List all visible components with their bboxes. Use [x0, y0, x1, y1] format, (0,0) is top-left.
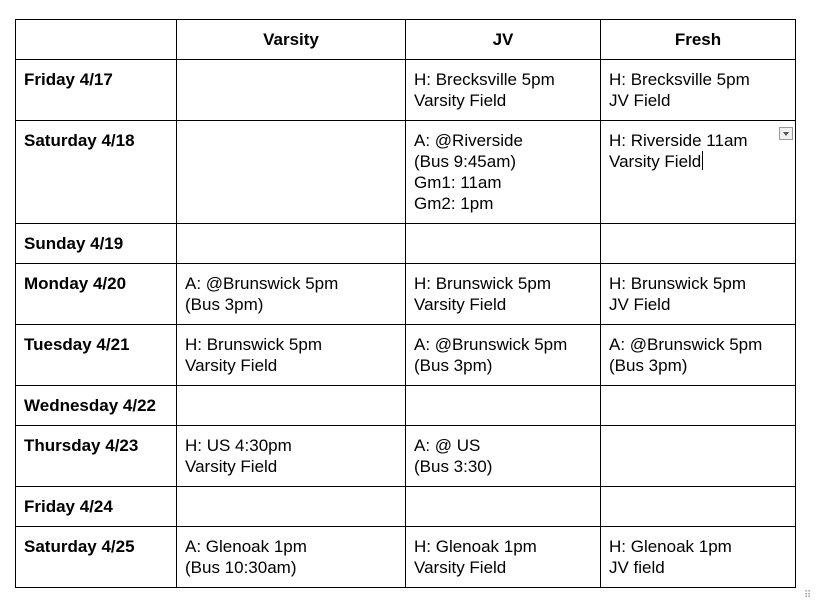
- fresh-cell[interactable]: [601, 487, 796, 527]
- text-cursor: [702, 151, 703, 170]
- table-row: [16, 121, 796, 224]
- varsity-cell[interactable]: [177, 386, 406, 426]
- cell-line: H: Brunswick 5pm: [609, 274, 746, 293]
- varsity-cell[interactable]: [177, 121, 406, 224]
- table-row: [16, 224, 796, 264]
- schedule-table: [15, 19, 796, 588]
- jv-cell[interactable]: [406, 224, 601, 264]
- cell-line: Gm2: 1pm: [414, 194, 494, 213]
- cell-line: Varsity Field: [185, 356, 278, 375]
- day-cell[interactable]: Saturday 4/18: [16, 121, 177, 224]
- jv-cell[interactable]: [406, 121, 601, 224]
- fresh-cell[interactable]: [601, 386, 796, 426]
- jv-cell[interactable]: [406, 325, 601, 386]
- cell-line: (Bus 3pm): [414, 356, 493, 375]
- fresh-cell[interactable]: [601, 527, 796, 588]
- jv-cell[interactable]: [406, 487, 601, 527]
- cell-line: H: Brecksville 5pm: [414, 70, 555, 89]
- header-cell-jv[interactable]: JV: [406, 20, 601, 60]
- cell-line: H: Brunswick 5pm: [414, 274, 551, 293]
- cell-line: JV Field: [609, 295, 671, 314]
- fresh-cell[interactable]: [601, 224, 796, 264]
- cell-line: JV field: [609, 558, 665, 577]
- cell-line: A: @Brunswick 5pm: [609, 335, 763, 354]
- active-cell-content: [609, 130, 787, 172]
- cell-line: H: Brunswick 5pm: [185, 335, 322, 354]
- chevron-down-icon[interactable]: [779, 127, 793, 140]
- day-cell[interactable]: Wednesday 4/22: [16, 386, 177, 426]
- header-cell-fresh[interactable]: Fresh: [601, 20, 796, 60]
- cell-line: A: Glenoak 1pm: [185, 537, 307, 556]
- jv-cell[interactable]: [406, 527, 601, 588]
- varsity-cell[interactable]: [177, 487, 406, 527]
- varsity-cell[interactable]: [177, 60, 406, 121]
- jv-cell[interactable]: [406, 386, 601, 426]
- cell-line: H: Glenoak 1pm: [414, 537, 537, 556]
- cell-line-text: Varsity Field: [609, 152, 702, 171]
- cell-line: [609, 151, 787, 172]
- day-cell[interactable]: Saturday 4/25: [16, 527, 177, 588]
- cell-line: Varsity Field: [414, 295, 507, 314]
- header-row: [16, 20, 796, 60]
- cell-line: Varsity Field: [414, 91, 507, 110]
- varsity-cell[interactable]: [177, 224, 406, 264]
- day-cell[interactable]: Monday 4/20: [16, 264, 177, 325]
- day-cell[interactable]: Friday 4/24: [16, 487, 177, 527]
- cell-line: H: US 4:30pm: [185, 436, 292, 455]
- varsity-cell[interactable]: [177, 527, 406, 588]
- fresh-cell[interactable]: [601, 60, 796, 121]
- cell-line: Varsity Field: [185, 457, 278, 476]
- header-cell-varsity[interactable]: Varsity: [177, 20, 406, 60]
- jv-cell[interactable]: [406, 264, 601, 325]
- cell-line: (Bus 3:30): [414, 457, 493, 476]
- cell-line: H: Brecksville 5pm: [609, 70, 750, 89]
- cell-line: A: @Riverside: [414, 131, 523, 150]
- cell-line: H: Riverside 11am: [609, 131, 748, 150]
- cell-line: JV Field: [609, 91, 671, 110]
- jv-cell[interactable]: [406, 60, 601, 121]
- fresh-cell[interactable]: [601, 426, 796, 487]
- day-cell[interactable]: Tuesday 4/21: [16, 325, 177, 386]
- fresh-cell[interactable]: [601, 325, 796, 386]
- fresh-cell-active[interactable]: [601, 121, 796, 224]
- table-row: [16, 386, 796, 426]
- cell-line: H: Glenoak 1pm: [609, 537, 732, 556]
- cell-line: (Bus 3pm): [609, 356, 688, 375]
- cell-line: A: @ US: [414, 436, 481, 455]
- table-row: [16, 325, 796, 386]
- table-row: [16, 264, 796, 325]
- header-cell-blank[interactable]: [16, 20, 177, 60]
- cell-line: Gm1: 11am: [414, 173, 502, 192]
- resize-grip-icon[interactable]: ⠿: [804, 590, 812, 601]
- cell-line: A: @Brunswick 5pm: [414, 335, 568, 354]
- table-row: [16, 527, 796, 588]
- varsity-cell[interactable]: [177, 325, 406, 386]
- day-cell[interactable]: Friday 4/17: [16, 60, 177, 121]
- day-cell[interactable]: Sunday 4/19: [16, 224, 177, 264]
- jv-cell[interactable]: [406, 426, 601, 487]
- table-row: [16, 487, 796, 527]
- cell-line: (Bus 10:30am): [185, 558, 297, 577]
- cell-line: A: @Brunswick 5pm: [185, 274, 339, 293]
- varsity-cell[interactable]: [177, 264, 406, 325]
- table-row: [16, 426, 796, 487]
- cell-line: (Bus 3pm): [185, 295, 264, 314]
- cell-line: (Bus 9:45am): [414, 152, 517, 171]
- varsity-cell[interactable]: [177, 426, 406, 487]
- table-row: [16, 60, 796, 121]
- day-cell[interactable]: Thursday 4/23: [16, 426, 177, 487]
- cell-line: Varsity Field: [414, 558, 507, 577]
- fresh-cell[interactable]: [601, 264, 796, 325]
